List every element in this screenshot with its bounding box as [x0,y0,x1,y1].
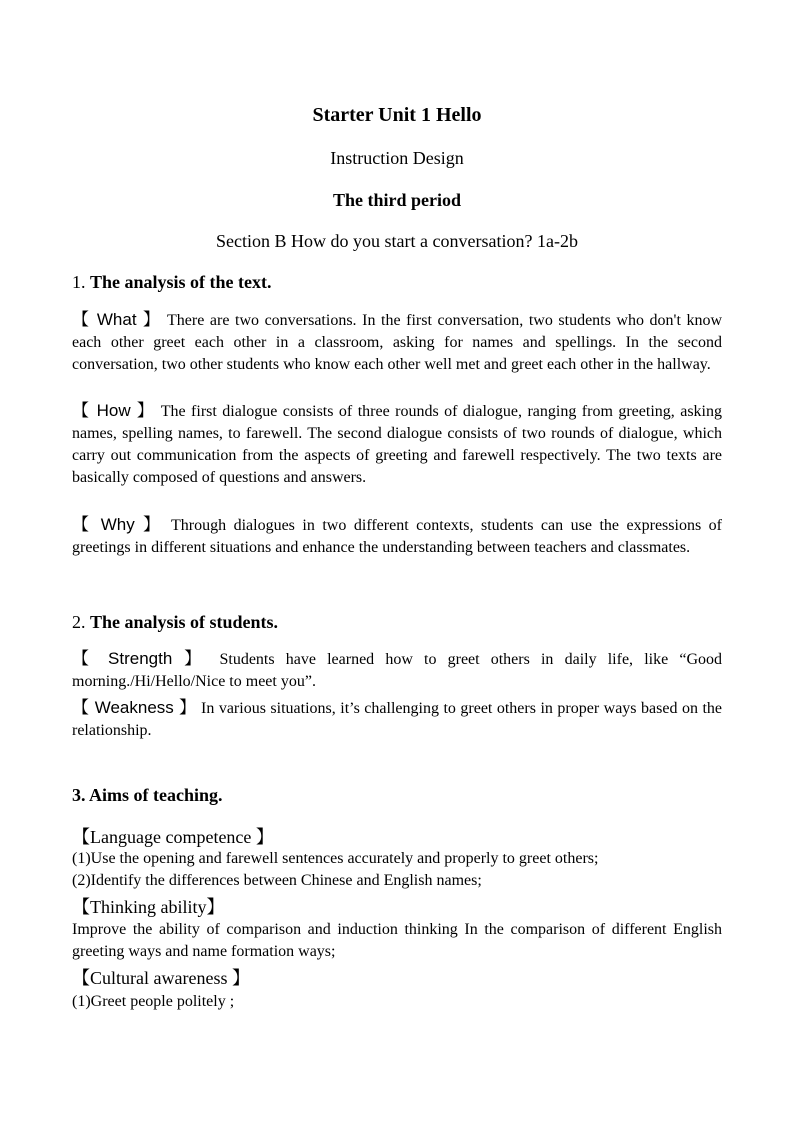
cultural-awareness-heading: 【Cultural awareness 】 [72,968,250,988]
why-tag: 【 Why 】 [72,515,164,534]
thinking-ability-heading: 【Thinking ability】 [72,897,225,917]
weakness-text: In various situations, it’s challenging to greet others in proper ways based on the relationship. [72,700,722,739]
strength-text: Students have learned how to greet others in daily life, like “Good morning./Hi/Hello/Nice to meet you”. [72,651,722,690]
language-item-2: (2)Identify the differences between Chinese and English names; [72,872,482,889]
section-2-title: The analysis of students. [90,612,279,632]
why-paragraph [72,514,722,559]
section-line: Section B How do you start a conversation? 1a-2b [216,231,578,251]
cultural-item-1: (1)Greet people politely ; [72,993,235,1010]
language-competence-heading: 【Language competence 】 [72,827,274,847]
what-tag: 【 What 】 [72,310,162,329]
how-text: The first dialogue consists of three rounds of dialogue, ranging from greeting, asking names, spelling names, to farewell. The second dialogue consists of two rounds of dialogue, which carry out communication from the aspects of greeting and farewell respectively. The two texts are basically composed of questions and answers. [72,403,722,486]
section-2-number: 2. [72,612,86,632]
section-1-number: 1. [72,272,86,292]
how-paragraph [72,400,722,489]
section-3-title: 3. Aims of teaching. [72,785,223,805]
document-title: Starter Unit 1 Hello [312,104,482,126]
weakness-paragraph [72,697,722,742]
thinking-ability-text: Improve the ability of comparison and induction thinking In the comparison of different English greeting ways and name formation ways; [72,921,722,960]
how-tag: 【 How 】 [72,401,156,420]
weakness-tag: 【 Weakness 】 [72,698,197,717]
strength-paragraph [72,648,722,693]
language-item-1: (1)Use the opening and farewell sentences accurately and properly to greet others; [72,850,599,867]
section-2-heading [72,612,278,633]
period-heading: The third period [332,190,461,210]
document-subtitle: Instruction Design [330,148,464,168]
what-paragraph [72,309,722,376]
what-text: There are two conversations. In the first conversation, two students who don't know each other greet each other in a classroom, asking for names and spellings. In the second conversation, two other students who know each other well met and greet each other in the hallway. [72,312,723,373]
section-1-heading [72,272,272,293]
section-3-heading [72,785,223,806]
why-text: Through dialogues in two different contexts, students can use the expressions of greetings in different situations and enhance the understanding between teachers and classmates. [72,517,723,556]
section-1-title: The analysis of the text. [90,272,272,292]
strength-tag: 【 Strength 】 [72,649,209,668]
